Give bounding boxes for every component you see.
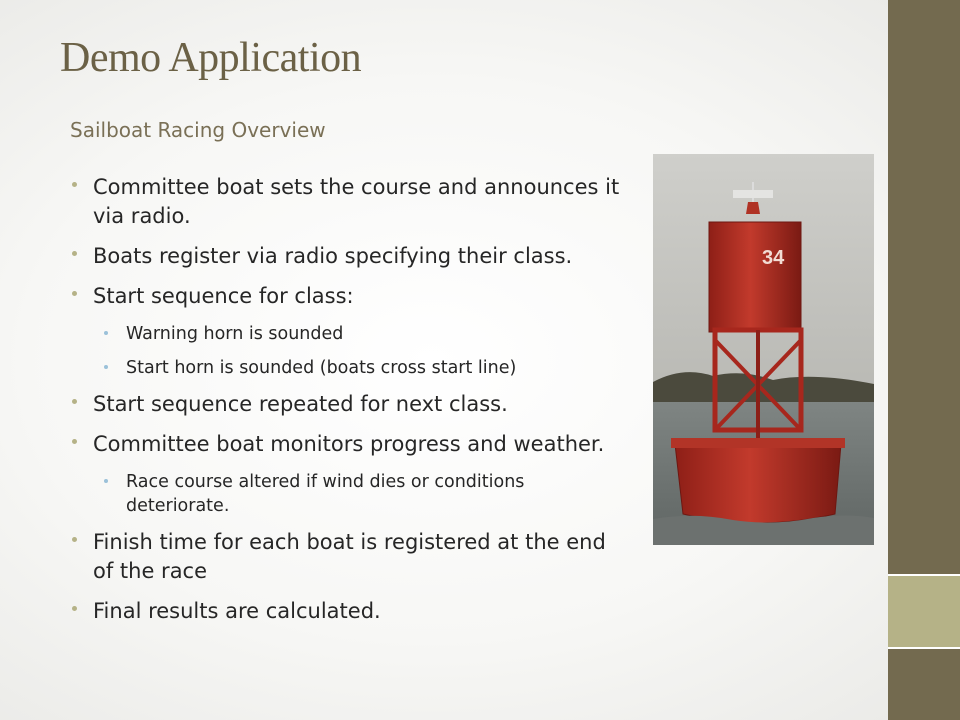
bullet-dot-icon [72, 606, 77, 611]
antenna-top [733, 190, 773, 198]
sidebar-divider [888, 647, 960, 649]
decorative-sidebar [888, 0, 960, 720]
bullet-dot-icon [72, 399, 77, 404]
bullet-item [70, 430, 630, 459]
bullet-item [70, 242, 630, 271]
bullet-text: Committee boat sets the course and announces it via radio. [93, 175, 620, 228]
bullet-item [70, 528, 630, 586]
bullet-dot-icon [72, 182, 77, 187]
bullet-text: Start sequence for class: [93, 284, 354, 308]
bullet-dot-icon [72, 537, 77, 542]
bullet-item [70, 282, 630, 311]
slide-title: Demo Application [60, 35, 362, 81]
bullet-text: Start sequence repeated for next class. [93, 392, 508, 416]
bullet-list [70, 173, 630, 637]
buoy-hull [675, 444, 841, 523]
bullet-dot-icon [72, 291, 77, 296]
buoy-tower-top [709, 222, 801, 332]
bullet-dot-icon [72, 251, 77, 256]
bullet-text: Committee boat monitors progress and weather. [93, 432, 605, 456]
bullet-text: Final results are calculated. [93, 599, 381, 623]
sidebar-divider [888, 574, 960, 576]
slide-subtitle: Sailboat Racing Overview [70, 118, 326, 142]
bullet-item [70, 390, 630, 419]
sub-bullet-item [70, 356, 630, 380]
bullet-text: Finish time for each boat is registered at the end of the race [93, 530, 606, 583]
bullet-dot-icon [72, 439, 77, 444]
sidebar-block-bottom [888, 648, 960, 720]
sub-bullet-text: Start horn is sounded (boats cross start line) [126, 358, 517, 378]
sidebar-block-middle [888, 575, 960, 648]
sub-bullet-text: Race course altered if wind dies or conditions deteriorate. [126, 472, 525, 516]
sub-bullet-text: Warning horn is sounded [126, 324, 344, 344]
bullet-item [70, 173, 630, 231]
sub-bullet-item [70, 470, 630, 518]
sub-bullet-dot-icon [104, 479, 108, 483]
buoy-rim [671, 438, 845, 448]
bullet-text: Boats register via radio specifying their class. [93, 244, 573, 268]
sub-bullet-dot-icon [104, 365, 108, 369]
sub-bullet-item [70, 322, 630, 346]
bullet-item [70, 597, 630, 626]
buoy-photo [653, 154, 874, 545]
sidebar-block-top [888, 0, 960, 575]
buoy-light [746, 202, 760, 214]
sub-bullet-dot-icon [104, 331, 108, 335]
buoy-number: 34 [762, 247, 785, 269]
